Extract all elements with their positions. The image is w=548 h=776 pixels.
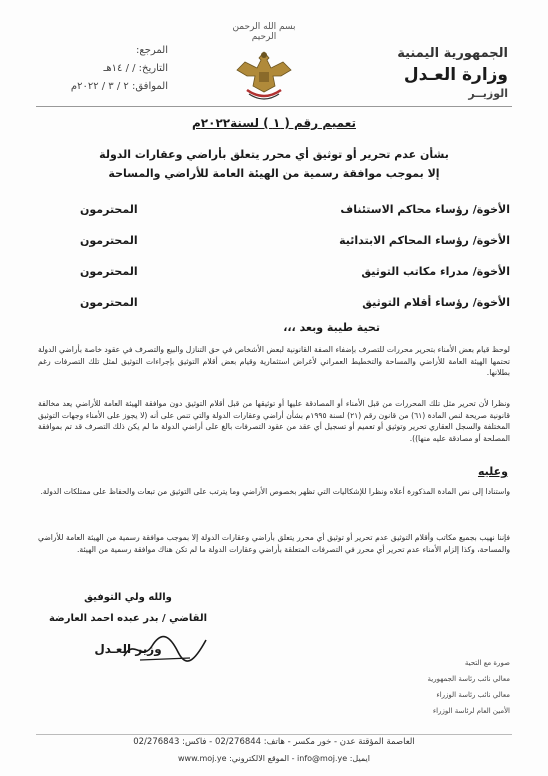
body-paragraph-1: لوحظ قيام بعض الأمناء بتحرير محررات للتصرف بإضفاء الصفة القانونية لبعض الأشخاص في حق التنازل والبيع والتصرف في عقود خاصة بأراضي الدولة تحتمها الهيئة العامة للأراضي والمساحة والتخطيط العمراني لأغراض استثمارية وقيام بعض أقلام التوثيق بإجراءات التوثيق لمثل تلك التصرفات رغم بطلانها. <box>38 345 510 377</box>
addressee-name: الأخوة/ مدراء مكاتب التوثيق <box>361 265 510 278</box>
subject-line-2: إلا بموجب موافقة رسمية من الهيئة العامة للأراضي والمساحة <box>108 167 440 180</box>
addressee-name: الأخوة/ رؤساء المحاكم الابتدائية <box>339 234 510 247</box>
addressee-honorific: المحترمون <box>80 234 138 247</box>
addressee-honorific: المحترمون <box>80 203 138 216</box>
addressee-row <box>80 265 510 281</box>
footer-contact: ايميل: info@moj.ye - الموقع الالكتروني: www.moj.ye <box>178 754 370 763</box>
addressee-row <box>80 296 510 312</box>
copy-recipient: صورة مع التحية <box>464 659 510 667</box>
addressee-honorific: المحترمون <box>80 265 138 278</box>
hijri-date: التاريخ: / / ١٤هـ <box>103 63 168 74</box>
basmala: بسم الله الرحمن الرحيم <box>232 22 296 42</box>
handwritten-signature-icon <box>120 632 210 666</box>
signatory-name: القاضي / بدر عبده احمد العارضة <box>48 613 208 624</box>
copies-list <box>400 655 510 719</box>
reference-block <box>38 42 168 96</box>
ministry-name: وزارة العـدل <box>403 65 508 85</box>
signatory-title: وزير العـدل <box>94 642 162 656</box>
greeting: تحية طيبة وبعد ،،، <box>283 321 380 334</box>
wa-alayh-heading: وعليه <box>477 465 508 478</box>
body-paragraph-2: ونظرا لأن تحرير مثل تلك المحررات من قبل الأمناء أو المصادقة عليها أو توثيقها من قبل أقلام التوثيق دون موافقة الهيئة العامة للأراضي يعد مخالفة قانونية صريحة لنص المادة (٦١) من قانون رقم (٢١) لسنة ١٩٩٥م بشأن أراضي وعقارات الدولة والتي تنص على أنه (لا يجوز على الأمناء وجهات التوثيق المختلفة والسجل العقاري تحرير وتوثيق أو تعميم أو تسجيل أي عقد من عقود التصرفات بالغ على أراضي الدولة ما لم يكن ذلك التصرف قد تم بموافقة المصلحة أو مصادقة عليه منها)). <box>38 399 510 443</box>
header-divider <box>36 106 512 107</box>
letterhead-center <box>224 22 304 104</box>
addressee-row <box>80 234 510 250</box>
addressee-row <box>80 203 510 219</box>
addressee-name: الأخوة/ رؤساء محاكم الاستئناف <box>340 203 510 216</box>
circular-title: تعميم رقم ( ١ ) لسنة٢٠٢٢م <box>192 116 356 130</box>
eagle-emblem-icon <box>233 46 295 104</box>
addressee-honorific: المحترمون <box>80 296 138 309</box>
letterhead-right <box>378 46 508 100</box>
copy-recipient: معالي نائب رئاسة الجمهورية <box>427 675 510 683</box>
republic-name: الجمهورية اليمنية <box>397 46 508 61</box>
gregorian-date: الموافق: ٢ / ٣ / ٢٠٢٢م <box>70 81 168 92</box>
copy-recipient: معالي نائب رئاسة الوزراء <box>436 691 510 699</box>
minister-label: الوزيــر <box>468 87 508 100</box>
closing-phrase: والله ولي التوفيق <box>84 592 172 603</box>
footer-divider <box>36 734 512 735</box>
copy-recipient: الأمين العام لرئاسة الوزراء <box>432 707 510 715</box>
body-paragraph-3: واستنادا إلى نص المادة المذكورة أعلاه ونظرا للإشكاليات التي تظهر بخصوص الأراضي وما يترتب على التوثيق من تبعات والحفاظ على ممتلكات الدولة. <box>40 487 510 496</box>
body-paragraph-4: فإننا نهيب بجميع مكاتب وأقلام التوثيق عدم تحرير أو توثيق أي محرر يتعلق بأراضي وعقارات الدولة إلا بموجب موافقة رسمية من الهيئة العامة للأراضي والمساحة، وكذا إلزام الأمناء عدم تحرير أي محرر في التصرفات المتعلقة بأراضي وعقارات الدولة ما لم تكن هناك موافقة رسمية من الهيئة. <box>38 533 510 554</box>
subject-line-1: بشأن عدم تحرير أو توثيق أي محرر يتعلق بأراضي وعقارات الدولة <box>99 148 449 161</box>
addressee-name: الأخوة/ رؤساء أقلام التوثيق <box>362 296 510 309</box>
footer-address: العاصمة المؤقتة عدن - خور مكسر - هاتف: 02/276844 - فاكس: 02/276843 <box>133 737 415 747</box>
ref-number: المرجع: <box>136 45 168 56</box>
